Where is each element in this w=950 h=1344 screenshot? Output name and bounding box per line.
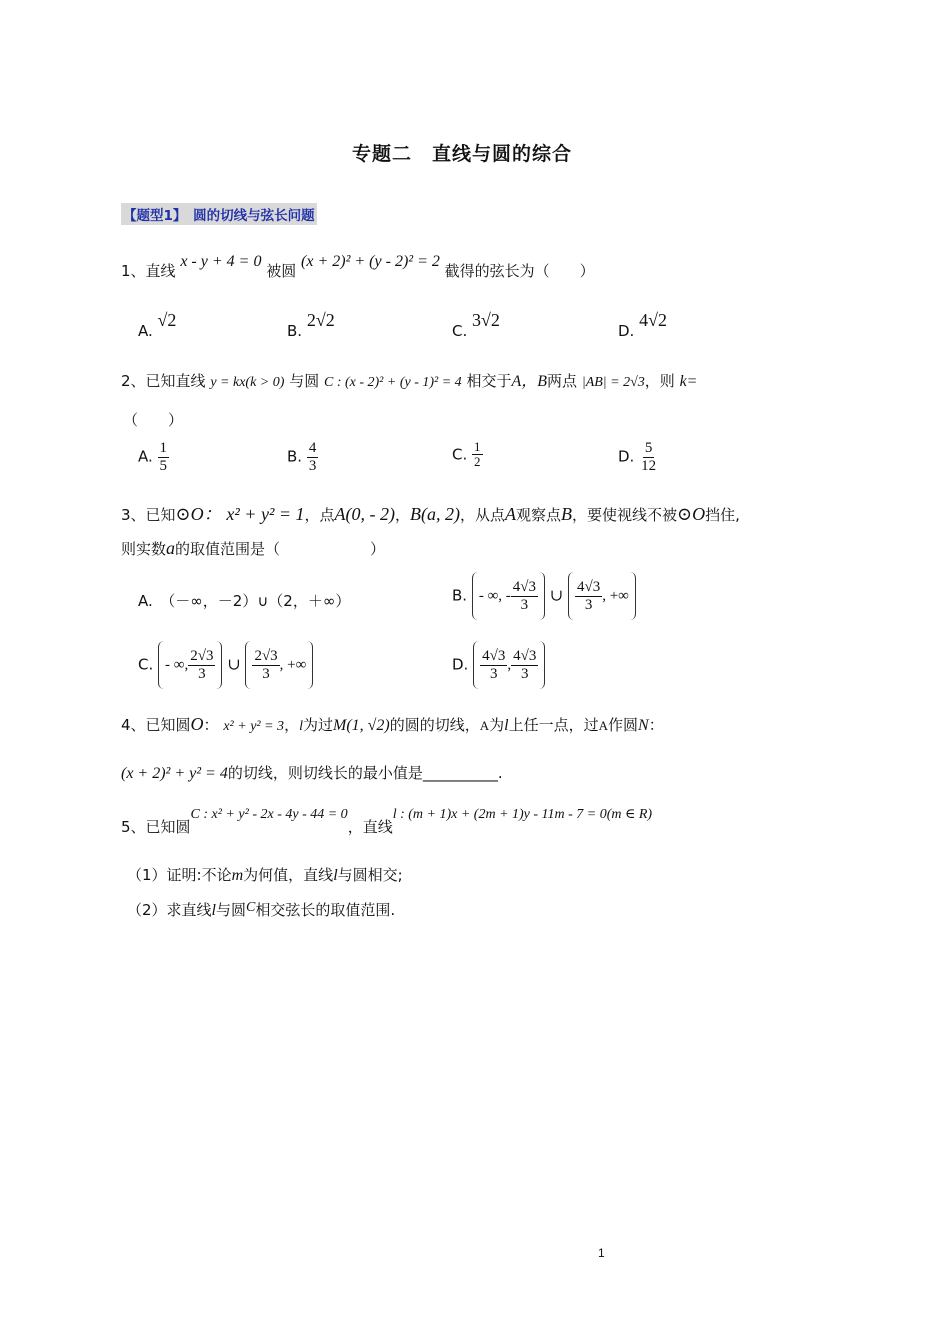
- question-2: [121, 368, 697, 391]
- q2-option-c: C. $\frac{1}{2}$: [452, 439, 481, 470]
- q1-stem: 1、直线: [121, 262, 176, 280]
- q2-circle-equation: C : (x - 2)² + (y - 1)² = 4: [323, 375, 462, 390]
- q4-circle-o-equation: x² + y² = 3: [223, 719, 285, 734]
- q3-option-d: D. $\frac{4√3}{3}$ , $\frac{4√3}{3}$: [452, 641, 545, 689]
- q3-option-a-value: （－∞，－2）∪（2，＋∞）: [167, 592, 351, 610]
- q4-stem: 4、已知圆: [121, 716, 191, 734]
- section-tag: 【题型1】 圆的切线与弦长问题: [121, 203, 317, 225]
- q1-option-b: B. 2√2: [287, 310, 335, 340]
- q1-option-a: A. √2: [138, 310, 177, 340]
- q2-option-b-fraction: $\frac{4}{3}$: [308, 440, 317, 474]
- q1-stem-tail: 截得的弦长为（ ）: [444, 262, 595, 280]
- q5-circle-equation: C : x² + y² - 2x - 4y - 44 = 0: [190, 807, 348, 822]
- q3-option-a: A. （－∞，－2）∪（2，＋∞）: [138, 592, 351, 610]
- q3-option-c: C. - ∞, $\frac{2√3}{3}$ ∪ $\frac{2√3}{3}$ , +∞: [138, 641, 313, 689]
- q4-circle-n-equation: (x + 2)² + y² = 4: [121, 765, 228, 782]
- q1-line-equation: x - y + 4 = 0: [180, 253, 262, 270]
- q5-sub-2: （2）求直线l与圆C相交弦长的取值范围.: [127, 900, 396, 919]
- question-3: 3、已知⊙O： x² + y² = 1，点A(0, - 2)，B(a, 2)，从点A观察点B，要使视线不被⊙O挡住,: [121, 504, 740, 524]
- question-4: 4、已知圆O： x² + y² = 3，l为过M(1, √2)的圆的切线，A为l上任一点，过A作圆N：: [121, 714, 664, 734]
- q2-option-d-fraction: $\frac{5}{12}$: [641, 440, 657, 474]
- q4-point-m: M(1, √2): [332, 717, 390, 734]
- q2-option-a-fraction: $\frac{1}{5}$: [159, 440, 168, 474]
- q1-option-d: D. 4√2: [618, 310, 667, 340]
- q1-option-c-value: 3√2: [472, 310, 500, 330]
- q2-stem-mid2: 相交于: [466, 372, 512, 390]
- page-number: 1: [598, 1246, 605, 1260]
- q2-option-d: D. $\frac{5}{12}$: [618, 440, 657, 474]
- q5-line-equation: l : (m + 1)x + (2m + 1)y - 11m - 7 = 0(m ∈ R): [392, 807, 653, 822]
- q3-option-c-interval-left: - ∞, $\frac{2√3}{3}$: [158, 641, 222, 689]
- q2-chord-length: |AB| = 2√3: [581, 375, 645, 390]
- q2-line-equation: y = kx(k > 0): [210, 375, 285, 390]
- q5-stem: 5、已知圆: [121, 818, 191, 836]
- q3-circle-o: ⊙O：: [175, 504, 222, 524]
- q3-circle-equation: x² + y² = 1: [226, 504, 305, 524]
- q4-line-2: (x + 2)² + y² = 4的切线，则切线长的最小值是__________.: [121, 764, 503, 782]
- q1-option-d-value: 4√2: [639, 310, 667, 330]
- q5-sub-1: （1）证明:不论m为何值，直线l与圆相交;: [127, 866, 403, 884]
- q3-line-2: 则实数a的取值范围是（ ）: [121, 538, 386, 558]
- q2-stem-mid3: 两点: [547, 372, 578, 390]
- q3-option-c-interval-right: $\frac{2√3}{3}$ , +∞: [245, 641, 313, 689]
- q1-option-a-value: √2: [157, 310, 177, 330]
- q1-option-c: C. 3√2: [452, 310, 500, 340]
- q3-option-b-interval-left: - ∞, - $\frac{4√3}{3}$: [472, 572, 545, 620]
- q3-point-a: A(0, - 2): [334, 504, 395, 524]
- q1-circle-equation: (x + 2)² + (y - 2)² = 2: [301, 253, 440, 270]
- q2-answer-blank: （ ）: [123, 411, 184, 429]
- question-1: [121, 250, 595, 280]
- q1-stem-mid: 被圆: [266, 262, 297, 280]
- q2-k: k=: [679, 373, 698, 390]
- question-5: 5、已知圆C : x² + y² - 2x - 4y - 44 = 0，直线l : (m + 1)x + (2m + 1)y - 11m - 7 = 0(m ∈ R): [121, 807, 653, 836]
- q3-stem: 3、已知: [121, 506, 176, 524]
- q3-option-b-interval-right: $\frac{4√3}{3}$ , +∞: [568, 572, 636, 620]
- q2-option-b: B. $\frac{4}{3}$: [287, 440, 317, 474]
- q2-option-a: A. $\frac{1}{5}$: [138, 440, 168, 474]
- page-title: 专题二 直线与圆的综合: [352, 143, 573, 165]
- q2-option-c-fraction: $\frac{1}{2}$: [474, 439, 481, 470]
- q1-option-b-value: 2√2: [306, 310, 335, 330]
- q2-stem: 2、已知直线: [121, 372, 206, 390]
- q3-point-b: B(a, 2): [410, 504, 460, 524]
- q2-points: A，B: [511, 373, 548, 390]
- q2-stem-tail: ，则: [644, 372, 675, 390]
- q3-option-d-interval: $\frac{4√3}{3}$ , $\frac{4√3}{3}$: [473, 641, 545, 689]
- q2-stem-mid: 与圆: [289, 372, 320, 390]
- q3-option-b: B. - ∞, - $\frac{4√3}{3}$ ∪ $\frac{4√3}{3}$ , +∞: [452, 572, 636, 620]
